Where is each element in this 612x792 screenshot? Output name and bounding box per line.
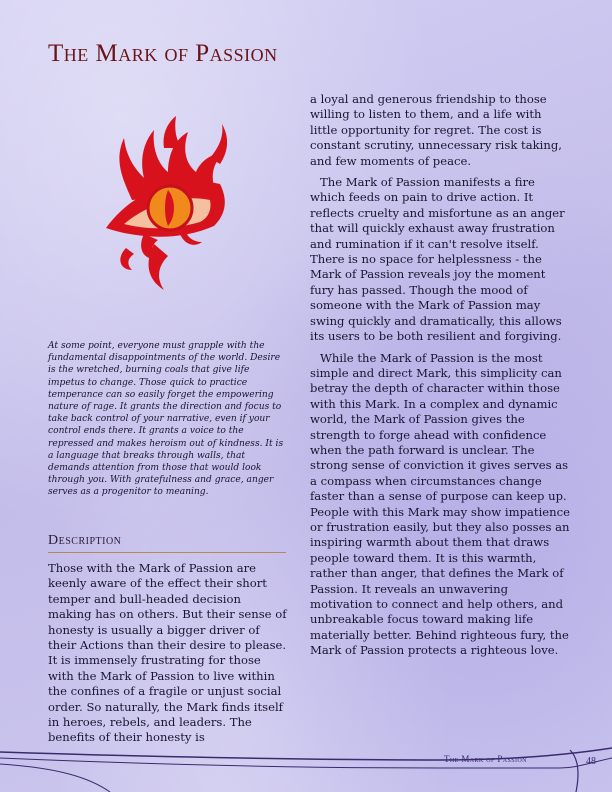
left-column bbox=[48, 561, 288, 752]
right-column bbox=[310, 92, 572, 665]
paragraph: Those with the Mark of Passion are keenly aware of the effect their short temper and bull-headed decision making has on others. But their sense of honesty is usually a bigger driver of their Actions than their desire to please. It is immensely frustrating for those with the Mark of Passion to live within the confines of a fragile or unjust social order. So naturally, the Mark finds itself in heroes, rebels, and leaders. The benefits of their honesty is bbox=[48, 561, 287, 745]
sidebar-quote: At some point, everyone must grapple with the fundamental disappointments of the world. Desire is the wretched, burning coals that give life impetus to change. Those quick to practice temperance can so easily forget the empowering nature of rage. It grants the direction and focus to take back control of your narrative, even if your control ends there. It grants a voice to the repressed and makes heroism out of kindness. It is a language that breaks through walls, that demands attention from those that would look through you. With gratefulness and grace, anger serves as a progenitor to meaning. bbox=[48, 341, 284, 498]
paragraph: The Mark of Passion manifests a fire which feeds on pain to drive action. It reflects cruelty and misfortune as an anger that will quickly exhaust away frustration and rumination if it can't resolve itself. There is no space for helplessness - the Mark of Passion reveals joy the moment fury has passed. Though the mood of someone with the Mark of Passion may swing quickly and dramatically, this allows its users to be both resilient and forgiving. bbox=[310, 175, 565, 344]
page-number: 48 bbox=[586, 756, 596, 767]
footer-swoosh bbox=[0, 738, 612, 792]
paragraph: While the Mark of Passion is the most simple and direct Mark, this simplicity can betray the depth of character within those with this Mark. In a complex and dynamic world, the Mark of Passion gives the strength to forge ahead with confidence when the path forward is unclear. The strong sense of conviction it gives serves as a compass when circumstances change faster than a sense of purpose can keep up. People with this Mark may show impatience or frustration easily, but they also posses an inspiring warmth about them that draws people toward them. It is this warmth, rather than anger, that defines the Mark of Passion. It reveals an unwavering motivation to connect and help others, and unbreakable focus toward making life materially better. Behind righteous fury, the Mark of Passion protects a righteous love. bbox=[310, 350, 570, 658]
page-title: The Mark of Passion bbox=[48, 40, 278, 67]
flaming-eye-emblem-icon bbox=[92, 108, 242, 298]
paragraph: a loyal and generous friendship to those willing to listen to them, and a life with little opportunity for regret. The cost is constant scrutiny, unnecessary risk taking, and few moments of peace. bbox=[310, 92, 562, 168]
section-heading: Description bbox=[48, 533, 286, 553]
footer-chapter-label: The Mark of Passion bbox=[444, 754, 527, 764]
